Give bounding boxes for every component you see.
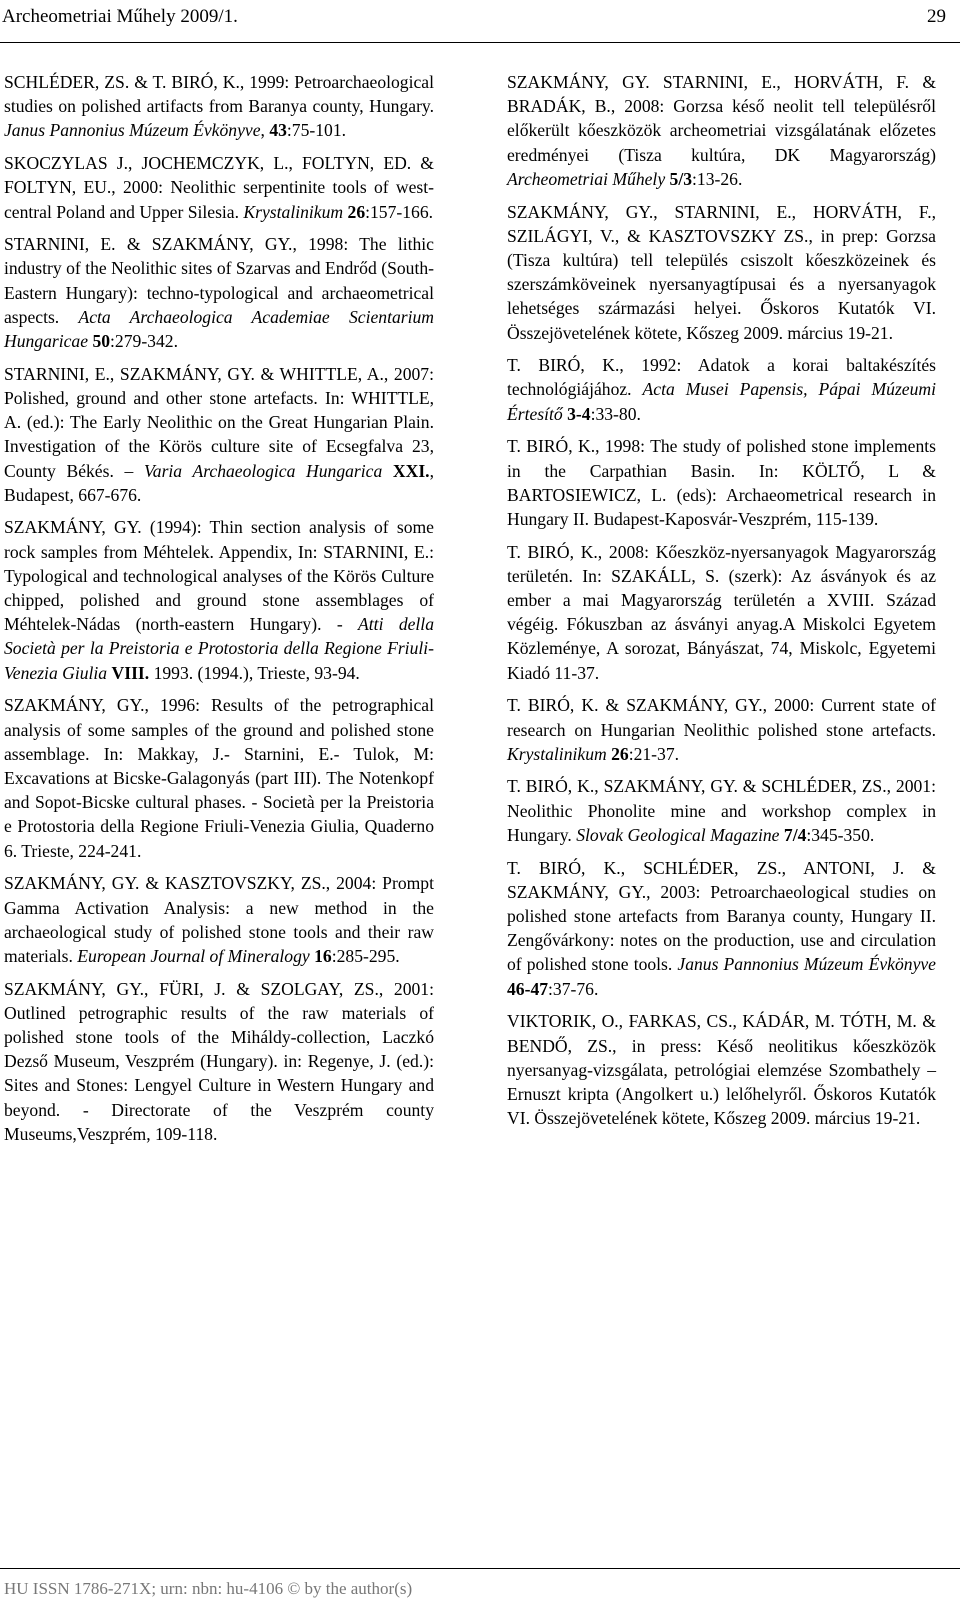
reference-entry [4, 70, 434, 143]
reference-text: :157-166. [365, 201, 434, 222]
reference-text: T. BIRÓ, K., SCHLÉDER, ZS., ANTONI, J. & SZAKMÁNY, GY., 2003: Petroarchaeological studies on polished stone artefacts from Baranya county, Hungary II. Zengővárkony: notes on the production, use and circulation of polished stone tools. [507, 857, 936, 975]
reference-entry [4, 151, 434, 224]
reference-entry [507, 1009, 936, 1130]
reference-volume: 26 [347, 201, 366, 222]
reference-text: SZAKMÁNY, GY., FÜRI, J. & SZOLGAY, ZS., 2001: Outlined petrographic results of the raw materials of polished stone tools of the Miháldy-collection, Laczkó Dezső Museum, Veszprém (Hungary). in: Regenye, J. (ed.): Sites and Stones: Lengyel Culture in Western Hungary and beyond. - Directorate of the Veszprém county Museums,Veszprém, 109-118. [4, 978, 434, 1144]
reference-text: T. BIRÓ, K., 2008: Kőeszköz-nyersanyagok Magyarország területén. In: SZAKÁLL, S. (szerk): Az ásványok és az ember a mai Magyarország területén a XVIII. Század végéig. Fókuszban az ásványi anyag.A Miskolci Egyetem Közleménye, A sorozat, Bányászat, 74, Miskolc, Egyetemi Kiadó 11-37. [507, 541, 936, 683]
references-right-column [507, 70, 936, 1139]
reference-text: T. BIRÓ, K., SZAKMÁNY, GY. & SCHLÉDER, ZS., 2001: Neolithic Phonolite mine and workshop complex in Hungary. [507, 776, 936, 845]
reference-text: :13-26. [692, 168, 743, 189]
reference-journal-title: Krystalinikum [507, 743, 607, 764]
reference-text: STARNINI, E., SZAKMÁNY, GY. & WHITTLE, A., 2007: Polished, ground and other stone artefacts. In: WHITTLE, A. (ed.): The Early Neolithic on the Great Hungarian Plain. Investigation of the Körös culture site of Ecsegfalva 23, County Békés. – [4, 363, 434, 481]
reference-volume: 3-4 [567, 403, 591, 424]
reference-text: :75-101. [286, 120, 347, 141]
reference-text: :345-350. [806, 824, 875, 845]
issn-footer-text: HU ISSN 1786-271X; urn: nbn: hu-4106 © by the author(s) [4, 1579, 413, 1598]
reference-journal-title: Krystalinikum [243, 201, 344, 222]
reference-journal-title: Atti della Società per la Preistoria e Protostoria della Regione Friuli-Venezia Giulia [4, 614, 434, 683]
reference-journal-title: Acta Musei Papensis, Pápai Múzeumi Értesítő [507, 379, 936, 424]
reference-text: 1993. (1994.), Trieste, 93-94. [149, 662, 360, 683]
reference-text: :33-80. [590, 403, 641, 424]
reference-volume: VIII. [111, 662, 150, 683]
journal-title: Archeometriai Műhely 2009/1. [2, 6, 238, 27]
reference-text: SZAKMÁNY, GY. (1994): Thin section analysis of some rock samples from Méhtelek. Appendix, In: STARNINI, E.: Typological and technological analyses of the Körös Culture chipped, polished and ground stone assemblages of Méhtelek-Nádas (north-eastern Hungary). - [4, 517, 434, 635]
references-left-column [4, 70, 434, 1155]
reference-text: :279-342. [110, 331, 178, 352]
reference-text: SCHLÉDER, ZS. & T. BIRÓ, K., 1999: Petroarchaeological studies on polished artifacts from Baranya county, Hungary. [4, 72, 434, 117]
reference-volume: 50 [92, 331, 111, 352]
reference-volume: 5/3 [669, 168, 693, 189]
reference-volume: 46-47 [507, 978, 549, 999]
reference-volume: 43 [269, 120, 287, 141]
reference-text [382, 461, 393, 481]
reference-text: , Budapest, 667-676. [4, 460, 434, 505]
reference-journal-title: Janus Pannonius Múzeum Évkönyve [677, 954, 936, 975]
reference-volume: 7/4 [783, 824, 807, 845]
reference-text: :285-295. [331, 945, 400, 966]
reference-journal-title: Archeometriai Műhely [507, 168, 666, 189]
reference-entry [4, 871, 434, 968]
reference-volume: 16 [314, 945, 332, 966]
reference-entry [507, 774, 936, 847]
reference-entry [4, 232, 434, 353]
reference-entry [4, 693, 434, 862]
reference-entry [4, 362, 434, 507]
reference-text: SKOCZYLAS J., JOCHEMCZYK, L., FOLTYN, ED. & FOLTYN, EU., 2000: Neolithic serpentinite tools of west-central Poland and Upper Silesia. [4, 153, 434, 222]
reference-journal-title: Janus Pannonius Múzeum Évkönyve [4, 120, 261, 141]
reference-volume: 26 [611, 743, 629, 764]
reference-entry [507, 693, 936, 766]
reference-journal-title: Varia Archaeologica Hungarica [143, 460, 383, 481]
reference-text: SZAKMÁNY, GY., STARNINI, E., HORVÁTH, F., SZILÁGYI, V., & KASZTOVSZKY ZS., in prep: Gorzsa (Tisza kultúra) tell település csiszolt kőeszközeinek és szerszámköveinek nyersanyagtípusai és a nyersanyagok lehetséges származási helyei. Őskoros Kutatók VI. Összejövetelének kötete, Kőszeg 2009. március 19-21. [507, 201, 936, 343]
page-footer [0, 1568, 960, 1598]
reference-entry [507, 540, 936, 685]
reference-text: SZAKMÁNY, GY. STARNINI, E., HORVÁTH, F. & BRADÁK, B., 2008: Gorzsa késő neolit tell településről előkerült kőeszközök archeometriai vizsgálatának előzetes eredményei (Tisza kultúra, DK Magyarország) [507, 72, 936, 165]
reference-text: :21-37. [628, 743, 680, 764]
reference-journal-title: European Journal of Mineralogy [77, 945, 310, 966]
reference-entry [507, 200, 936, 345]
page-header [0, 0, 960, 43]
reference-text: , [260, 120, 270, 141]
reference-text: :37-76. [548, 978, 599, 999]
reference-text: SZAKMÁNY, GY., 1996: Results of the petrographical analysis of some samples of the ground and polished stone assemblage. In: Makkay, J.- Starnini, E.- Tulok, M: Excavations at Bicske-Galagonyás (part III). The Notenkopf and Sopot-Bicske cultural phases. - Società per la Preistoria e Protostoria della Regione Friuli-Venezia Giulia, Quaderno 6. Trieste, 224-241. [4, 695, 434, 861]
page-number: 29 [927, 6, 946, 27]
reference-entry [507, 70, 936, 191]
reference-entry [507, 434, 936, 531]
reference-text: VIKTORIK, O., FARKAS, CS., KÁDÁR, M. TÓTH, M. & BENDŐ, ZS., in press: Késő neolitikus kőeszközök nyersanyag-vizsgálata, petrológiai elemzése Szombathely – Ernuszt kripta (Angolkert u.) lelőhelyről. Őskoros Kutatók VI. Összejövetelének kötete, Kőszeg 2009. március 19-21. [507, 1011, 936, 1129]
reference-entry [4, 977, 434, 1146]
reference-text: T. BIRÓ, K. & SZAKMÁNY, GY., 2000: Current state of research on Hungarian Neolithic polished stone artefacts. [507, 695, 936, 740]
reference-journal-title: Acta Archaeologica Academiae Scientarium Hungaricae [4, 306, 435, 352]
reference-text: STARNINI, E. & SZAKMÁNY, GY., 1998: The lithic industry of the Neolithic sites of Szarvas and Endrőd (South-Eastern Hungary): techno-typological and archaeometrical aspects. [4, 234, 434, 327]
reference-entry [4, 515, 434, 684]
reference-text: SZAKMÁNY, GY. & KASZTOVSZKY, ZS., 2004: Prompt Gamma Activation Analysis: a new method in the archaeological study of polished stone tools and their raw materials. [4, 873, 434, 966]
reference-volume: XXI. [392, 460, 430, 481]
reference-entry [507, 353, 936, 426]
reference-entry [507, 856, 936, 1001]
reference-text: T. BIRÓ, K., 1998: The study of polished stone implements in the Carpathian Basin. In: KÖLTŐ, L & BARTOSIEWICZ, L. (eds): Archaeometrical research in Hungary II. Budapest-Kaposvár-Veszprém, 115-139. [507, 436, 936, 529]
reference-text: T. BIRÓ, K., 1992: Adatok a korai baltakészítés technológiájához. [507, 355, 936, 400]
reference-journal-title: Slovak Geological Magazine [576, 824, 780, 845]
